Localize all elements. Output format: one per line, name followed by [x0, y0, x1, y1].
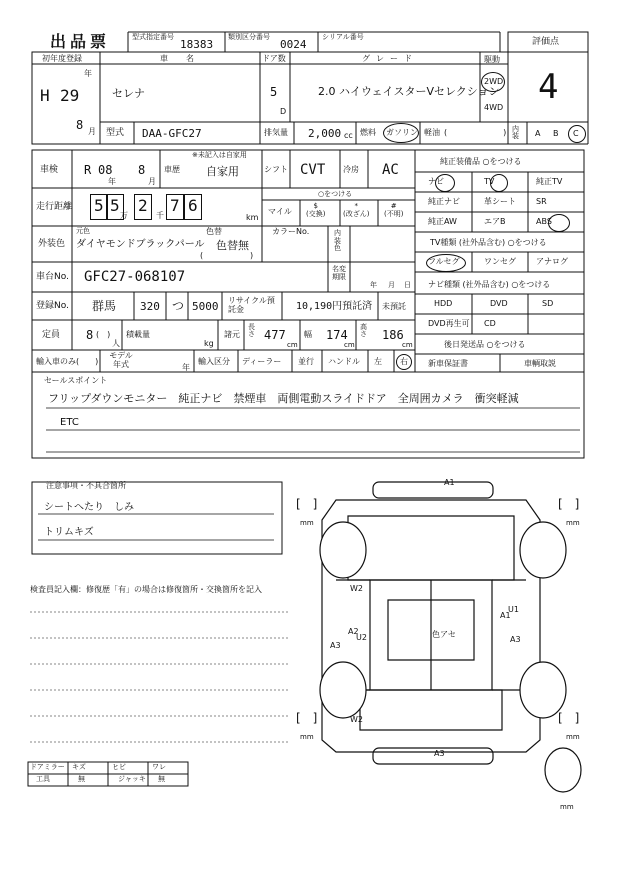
- name-change-year: 年: [370, 281, 377, 289]
- mileage-digit: 7: [170, 196, 180, 215]
- car-name: セレナ: [112, 87, 145, 100]
- displacement-value: 2,000: [308, 127, 342, 140]
- mileage-digit: 5: [110, 196, 120, 215]
- mark-front-a1: A1: [444, 478, 455, 487]
- equipment-item: 純正ナビ: [428, 197, 460, 206]
- sales-line-2: ETC: [60, 417, 79, 428]
- mark-u1: U1: [508, 605, 519, 614]
- plate-region: 群馬: [92, 299, 117, 313]
- legend-value: 無: [78, 775, 85, 783]
- legend-value: 工具: [36, 775, 50, 783]
- interior-color-label: 内装色: [334, 229, 341, 253]
- grade-value: 2.0 ハイウェイスターVセレクション: [318, 85, 500, 98]
- model-year-label: モデル年式: [109, 351, 133, 369]
- tire-mm-rl: mm: [300, 733, 314, 741]
- tv-type-item: ワンセグ: [484, 257, 516, 266]
- car-name-label: 車名: [160, 54, 212, 63]
- tire-bracket-rr: [ ]: [558, 711, 580, 725]
- handle-label: ハンドル: [328, 357, 360, 366]
- color-change-label: 色替: [206, 227, 222, 236]
- usage-label: 車歴: [164, 165, 180, 174]
- model-year-unit: 年: [182, 363, 190, 372]
- notes-line-1: シートへたり しみ: [44, 502, 134, 513]
- later-manual: 車輌取説: [524, 359, 556, 368]
- plate-number: 5000: [192, 300, 219, 313]
- equipment-item: 純正AW: [428, 217, 457, 226]
- later-warranty: 新車保証書: [428, 359, 468, 368]
- recycle-label: リサイクル預託金: [228, 296, 275, 315]
- grade-b: B: [553, 129, 559, 138]
- tire-mm-rr: mm: [566, 733, 580, 741]
- equipment-item: SR: [536, 197, 547, 206]
- tire-bracket-fl: [ ]: [296, 497, 318, 511]
- serial-label: シリアル番号: [322, 33, 364, 41]
- drive-2wd: 2WD: [484, 77, 504, 86]
- right-label: 右: [400, 357, 408, 366]
- inspector-label: 検査員記入欄：修復歴「有」の場合は修復箇所・交換箇所を記入: [30, 585, 262, 594]
- mile-label: マイル: [268, 207, 292, 216]
- mark-w2-front: W2: [350, 584, 363, 593]
- mark-rear-a3: A3: [434, 749, 445, 758]
- mark-a3-left: A3: [330, 641, 341, 650]
- mark-u2: U2: [356, 633, 367, 642]
- later-title: 後日発送品 ○をつける: [444, 340, 526, 349]
- left-label: 左: [374, 357, 382, 366]
- import-label: 輸入車のみ: [36, 357, 76, 366]
- shift-value: CVT: [300, 162, 326, 178]
- displacement-unit: cc: [344, 131, 353, 140]
- navi-type-item: DVD再生可: [428, 319, 470, 328]
- height-value: 186: [382, 328, 404, 342]
- door-suffix: D: [280, 107, 287, 116]
- tire-mm-spare: mm: [560, 803, 574, 811]
- legend-value: ジャッキ: [118, 775, 146, 783]
- chassis-value: GFC27-068107: [84, 269, 186, 285]
- usage-note: ※未記入は自家用: [192, 151, 247, 159]
- legend-header: ドアミラー: [30, 763, 65, 771]
- legend-value: 無: [158, 775, 165, 783]
- shaken-year: 08: [98, 163, 113, 177]
- doors-value: 5: [270, 85, 278, 99]
- tire-mm-fl: mm: [300, 519, 314, 527]
- height-label: 高さ: [360, 323, 367, 339]
- diesel-paren: ( ): [444, 128, 507, 137]
- import-class-label: 輸入区分: [198, 357, 230, 366]
- mark-a3-right: A3: [510, 635, 521, 644]
- legend-header: ヒビ: [112, 763, 126, 771]
- navi-type-item: SD: [542, 299, 554, 308]
- exterior-label: 外装色: [38, 239, 66, 249]
- form-title: 出品票: [50, 32, 111, 51]
- import-paren: ( ): [76, 357, 99, 366]
- mileage-digit: 2: [138, 196, 148, 215]
- original-color: ダイヤモンドブラックパール: [76, 239, 205, 250]
- tampered-option: * (改ざん): [343, 202, 370, 219]
- shaken-label: 車検: [40, 165, 59, 175]
- notes-label: 注意事項・不具合箇所: [46, 481, 126, 490]
- drive-2wd-circle: [481, 72, 505, 92]
- capacity-value: 8: [86, 328, 94, 342]
- shift-label: シフト: [264, 165, 288, 174]
- sales-label: セールスポイント: [44, 376, 108, 385]
- tire-bracket-fr: [ ]: [558, 497, 580, 511]
- diesel-label: 軽油: [424, 128, 440, 137]
- name-change-label: 名変期限: [332, 265, 346, 281]
- usage-value: 自家用: [206, 165, 239, 178]
- grade-c: C: [573, 129, 579, 138]
- shaken-month-unit: 月: [148, 177, 156, 186]
- cooling-value: AC: [382, 162, 399, 178]
- exchange-option: $ (交換): [306, 202, 326, 219]
- recycle-value: 10,190円預託済: [296, 301, 373, 312]
- reg-month: 8: [76, 118, 84, 132]
- plate-class: 320: [140, 300, 160, 313]
- width-value: 174: [326, 328, 348, 342]
- tire-bracket-rl: [ ]: [296, 711, 318, 725]
- navi-type-item: CD: [484, 319, 496, 328]
- shaken-month: 8: [138, 163, 146, 177]
- legend-header: ワレ: [152, 763, 166, 771]
- drive-label: 駆動: [484, 55, 500, 64]
- grade-a: A: [535, 129, 541, 138]
- capacity-label: 定員: [42, 330, 61, 340]
- doors-label: ドア数: [262, 54, 286, 63]
- color-no-label: カラーNo.: [272, 227, 310, 236]
- dealer-label: ディーラー: [242, 357, 282, 366]
- height-unit: cm: [402, 341, 413, 349]
- model-type-value: DAA-GFC27: [142, 127, 202, 140]
- drive-4wd: 4WD: [484, 103, 504, 112]
- dims-label: 諸元: [224, 330, 240, 339]
- kg-unit: kg: [204, 339, 214, 348]
- mileage-digit: 5: [94, 196, 104, 215]
- tv-type-item: アナログ: [536, 257, 568, 266]
- equipment-item: 革シート: [484, 197, 516, 206]
- category-value: 0024: [280, 38, 307, 51]
- tv-title: TV種類 (社外品含む) ○をつける: [430, 238, 547, 247]
- mark-fade: 色アセ: [432, 630, 456, 639]
- category-label: 類別区分番号: [228, 33, 270, 41]
- person-unit: 人: [112, 339, 120, 348]
- navi-title: ナビ種類 (社外品含む) ○をつける: [428, 280, 551, 289]
- load-label: 積載量: [126, 330, 150, 339]
- reg-year: 29: [60, 86, 80, 105]
- model-cert-label: 型式指定番号: [132, 33, 174, 41]
- year-unit: 年: [84, 69, 92, 78]
- width-unit: cm: [344, 341, 355, 349]
- recycle-unpaid: 未預託: [382, 302, 406, 311]
- score-label: 評価点: [532, 37, 560, 47]
- equipment-item: TV: [484, 177, 495, 186]
- navi-type-item: HDD: [434, 299, 453, 308]
- color-paren: (: [200, 251, 204, 260]
- color-change-value: 色替無: [216, 239, 249, 252]
- right-circle: [396, 354, 412, 370]
- navi-type-item: DVD: [490, 299, 508, 308]
- fuel-label: 燃料: [360, 128, 376, 137]
- km-unit: km: [246, 213, 259, 222]
- genuine-title: 純正装備品 ○をつける: [440, 157, 522, 166]
- equipment-item: ナビ: [428, 177, 444, 186]
- equipment-item: ABS: [536, 217, 552, 226]
- displacement-label: 排気量: [264, 128, 288, 137]
- length-unit: cm: [287, 341, 298, 349]
- length-label: 長さ: [248, 323, 255, 339]
- mark-a1-side: A1: [500, 611, 511, 620]
- tv-type-item: フルセグ: [428, 257, 460, 266]
- maru-note: ○をつける: [318, 190, 353, 198]
- first-reg-label: 初年度登録: [42, 54, 82, 63]
- grade-label: グレード: [362, 54, 418, 63]
- interior-label: 内装: [512, 125, 519, 140]
- length-value: 477: [264, 328, 286, 342]
- tire-mm-fr: mm: [566, 519, 580, 527]
- man-unit: 万: [120, 211, 128, 220]
- fuel-circle: [383, 123, 419, 143]
- parallel-label: 並行: [298, 357, 314, 366]
- score-value: 4: [538, 67, 559, 107]
- grade-c-circle: [568, 125, 586, 143]
- cooling-label: 冷房: [343, 165, 359, 174]
- notes-line-2: トリムキズ: [44, 527, 94, 538]
- plate-kana: つ: [172, 299, 185, 313]
- sen-unit: 千: [156, 211, 164, 220]
- name-change-day: 日: [404, 281, 411, 289]
- equipment-item: エアB: [484, 217, 506, 226]
- shaken-year-unit: 年: [108, 177, 116, 186]
- reg-era: H: [40, 86, 50, 105]
- plate-label: 登録No.: [36, 301, 69, 311]
- shaken-era: R: [84, 163, 92, 177]
- name-change-month: 月: [388, 281, 395, 289]
- mileage-label: 走行距離: [36, 202, 73, 212]
- model-type-label: 型式: [106, 128, 125, 138]
- mark-a2: A2: [348, 627, 359, 636]
- sales-line-1: フリップダウンモニター 純正ナビ 禁煙車 両側電動スライドドア 全周囲カメラ 衝突軽減: [48, 392, 519, 405]
- unknown-option: # (不明): [384, 202, 404, 219]
- width-label: 幅: [304, 330, 312, 339]
- original-color-label: 元色: [76, 227, 90, 235]
- equipment-item: 純正TV: [536, 177, 563, 186]
- chassis-label: 車台No.: [36, 272, 69, 282]
- mileage-digit: 6: [188, 196, 198, 215]
- fuel-value: ガソリン: [386, 128, 418, 137]
- legend-header: キズ: [72, 763, 86, 771]
- capacity-paren: ( ): [96, 330, 111, 339]
- month-unit: 月: [88, 127, 96, 136]
- model-cert-value: 18383: [180, 38, 214, 51]
- color-paren-close: ): [250, 251, 254, 260]
- mark-w2-rear: W2: [350, 715, 363, 724]
